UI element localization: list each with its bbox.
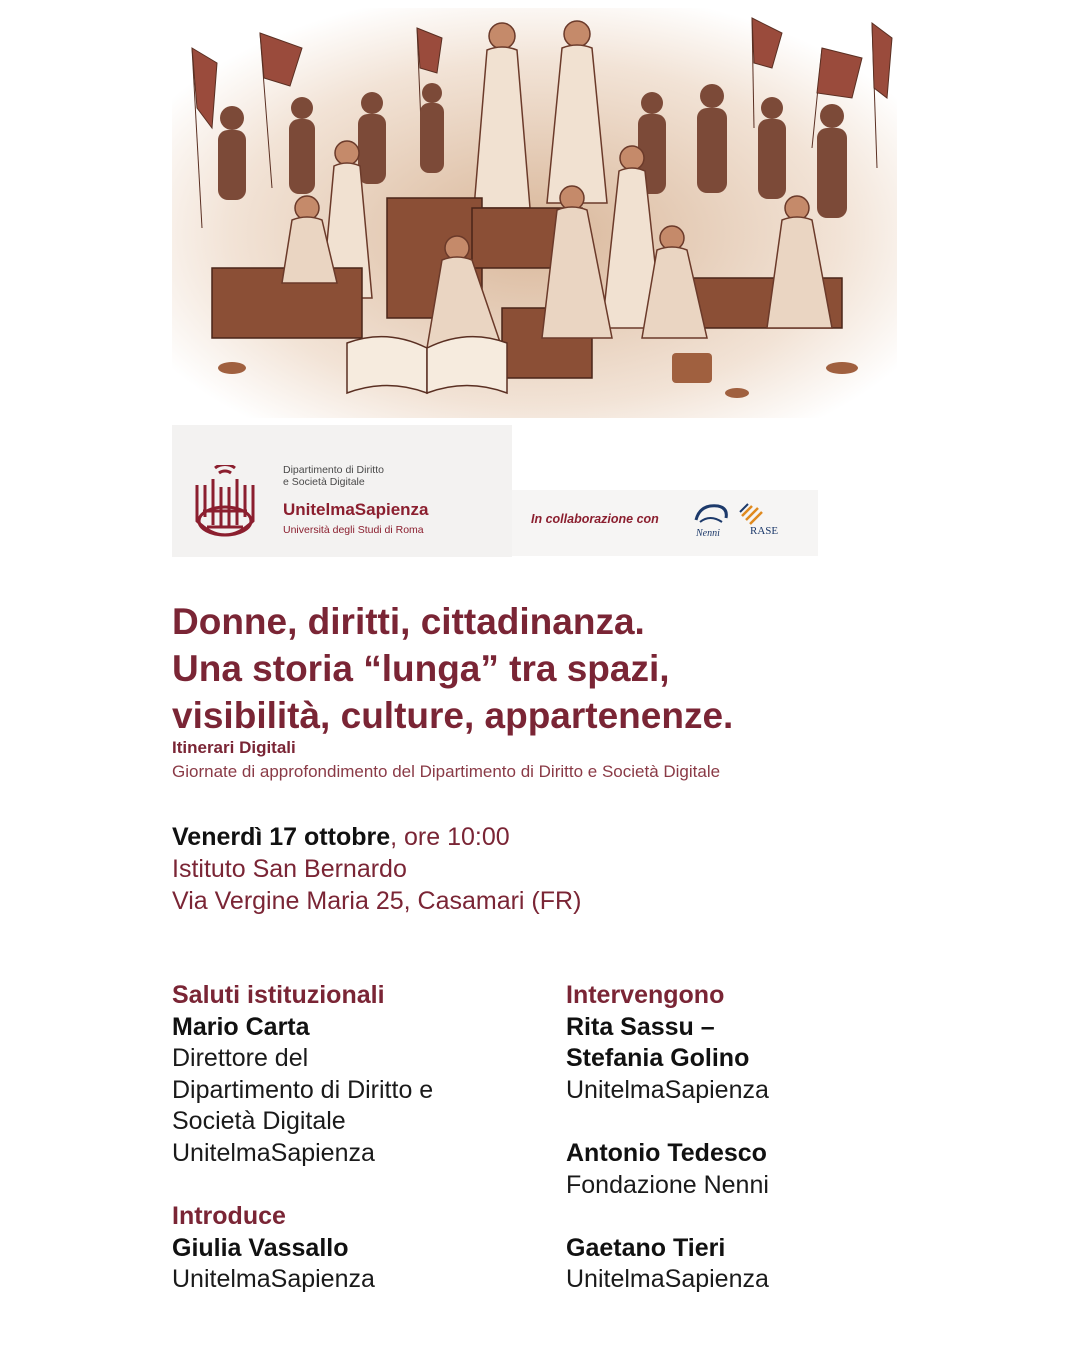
collaboration-label: In collaborazione con — [531, 512, 659, 526]
speaker-2-name: Antonio Tedesco — [566, 1138, 767, 1167]
event-title — [172, 598, 733, 739]
speaker-3-affiliation: UnitelmaSapienza — [566, 1265, 769, 1294]
intro-speaker-name: Giulia Vassallo — [172, 1233, 349, 1262]
greetings-speaker-role-2: Dipartimento di Diritto e — [172, 1075, 434, 1104]
speakers-heading: Intervengono — [566, 981, 725, 1009]
svg-text:Nenni: Nenni — [696, 528, 720, 539]
svg-text:RASE: RASE — [750, 525, 779, 537]
rase-logo — [738, 502, 788, 540]
event-time: , ore 10:00 — [390, 823, 510, 851]
brand-name: UnitelmaSapienza — [283, 500, 429, 519]
nenni-foundation-logo — [690, 500, 732, 542]
greetings-speaker-role-1: Direttore del — [172, 1044, 309, 1073]
greetings-heading: Saluti istituzionali — [172, 981, 385, 1009]
speaker-2-affiliation: Fondazione Nenni — [566, 1170, 769, 1199]
event-title-line-3: visibilità, culture, appartenenze. — [172, 695, 734, 736]
event-datetime — [172, 821, 581, 853]
speaker-1-affiliation: UnitelmaSapienza — [566, 1075, 769, 1104]
brand-subtitle: Università degli Studi di Roma — [283, 524, 424, 536]
series-name: Itinerari Digitali — [172, 738, 296, 757]
event-venue: Istituto San Bernardo — [172, 855, 407, 883]
hero-illustration — [172, 8, 897, 418]
speaker-3-name: Gaetano Tieri — [566, 1233, 726, 1262]
department-name-line1: Dipartimento di Diritto — [283, 464, 384, 476]
speaker-1-name-line-1: Rita Sassu – — [566, 1012, 715, 1041]
greetings-speaker-name: Mario Carta — [172, 1012, 310, 1041]
series-description: Giornate di approfondimento del Dipartimento di Diritto e Società Digitale — [172, 762, 721, 781]
program-right-column — [566, 980, 926, 1296]
unitelma-crest-icon — [193, 465, 257, 549]
event-title-line-1: Donne, diritti, cittadinanza. — [172, 601, 645, 642]
intro-heading: Introduce — [172, 1202, 286, 1231]
department-name-line2: e Società Digitale — [283, 476, 365, 488]
intro-speaker-affiliation: UnitelmaSapienza — [172, 1265, 375, 1294]
greetings-speaker-role-3: Società Digitale — [172, 1107, 346, 1136]
event-details — [172, 821, 581, 917]
greetings-speaker-role-4: UnitelmaSapienza — [172, 1138, 375, 1167]
event-date: Venerdì 17 ottobre — [172, 823, 391, 851]
speaker-1-name-line-2: Stefania Golino — [566, 1044, 750, 1073]
event-address: Via Vergine Maria 25, Casamari (FR) — [172, 887, 582, 915]
program-left-column — [172, 980, 542, 1296]
event-title-line-2: Una storia “lunga” tra spazi, — [172, 648, 670, 689]
